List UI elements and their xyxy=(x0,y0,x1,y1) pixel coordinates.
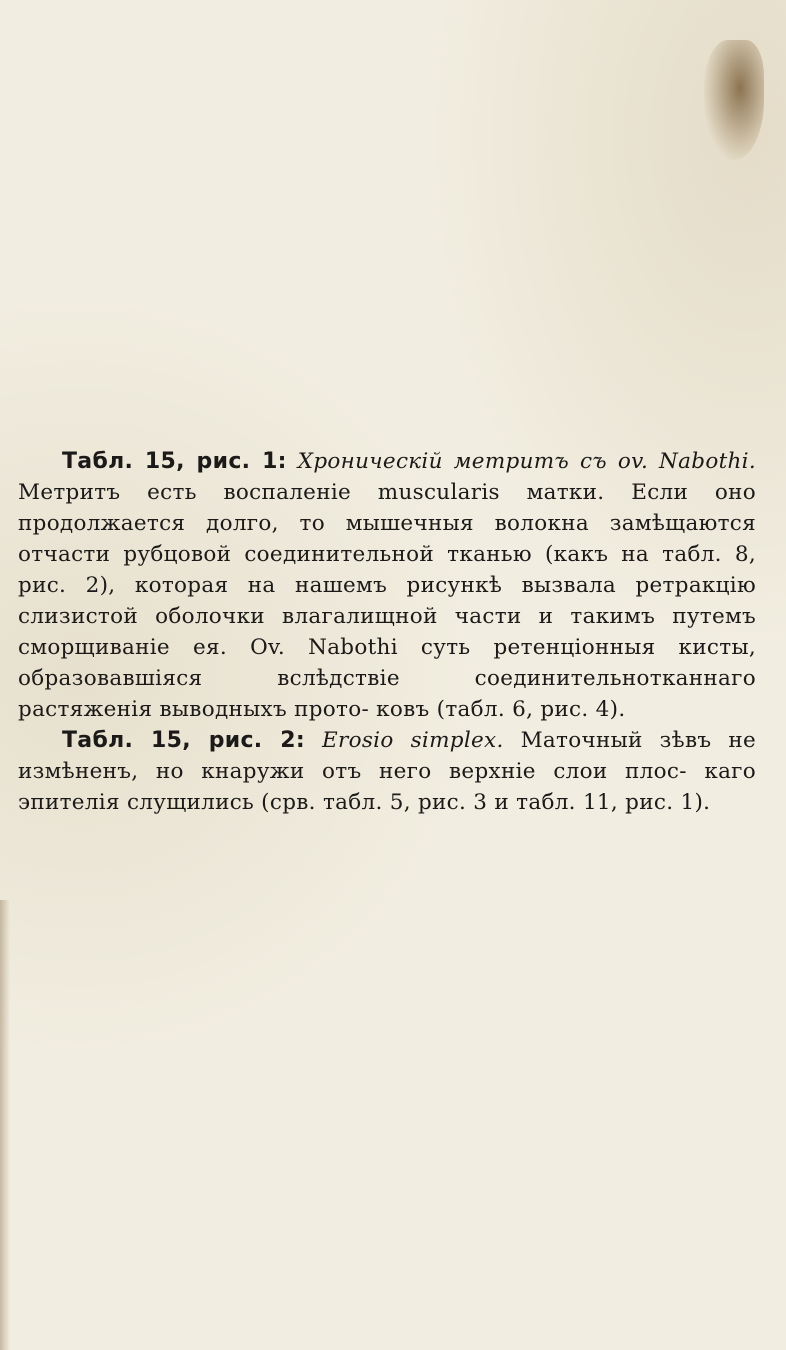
figure-description: Метритъ есть воспаленіе muscularis матки. Если оно продолжается долго, то мышечныя волокна замѣщаются отчасти рубцовой соединительной тканью (какъ на табл. 8, рис. 2), которая на нашемъ рисункѣ вызвала ретракцію слизистой оболочки влагалищной части и такимъ путемъ сморщиваніе ея. Ov. Nabothi суть ретенціонныя кисты, образовавшіяся вслѣдствіе соединительнотканнаго растяженія выводныхъ прото- ковъ (табл. 6, рис. 4). xyxy=(18,480,756,722)
paper-stain xyxy=(704,40,764,160)
paragraph-plate-15-fig-2 xyxy=(18,725,756,818)
figure-reference: Табл. 15, рис. 2: xyxy=(62,728,305,753)
figure-title: Хроническій метритъ съ ov. Nabothi. xyxy=(297,449,756,474)
paragraph-plate-15-fig-1 xyxy=(18,446,756,725)
figure-description: Маточный зѣвъ не измѣненъ, но кнаружи отъ него верхніе слои плос- каго эпителія слущились (срв. табл. 5, рис. 3 и табл. 11, рис. 1). xyxy=(18,728,756,815)
page-text xyxy=(18,446,756,818)
page-edge-shadow xyxy=(0,900,10,1350)
figure-reference: Табл. 15, рис. 1: xyxy=(62,449,287,474)
figure-title: Erosio simplex. xyxy=(322,728,504,753)
